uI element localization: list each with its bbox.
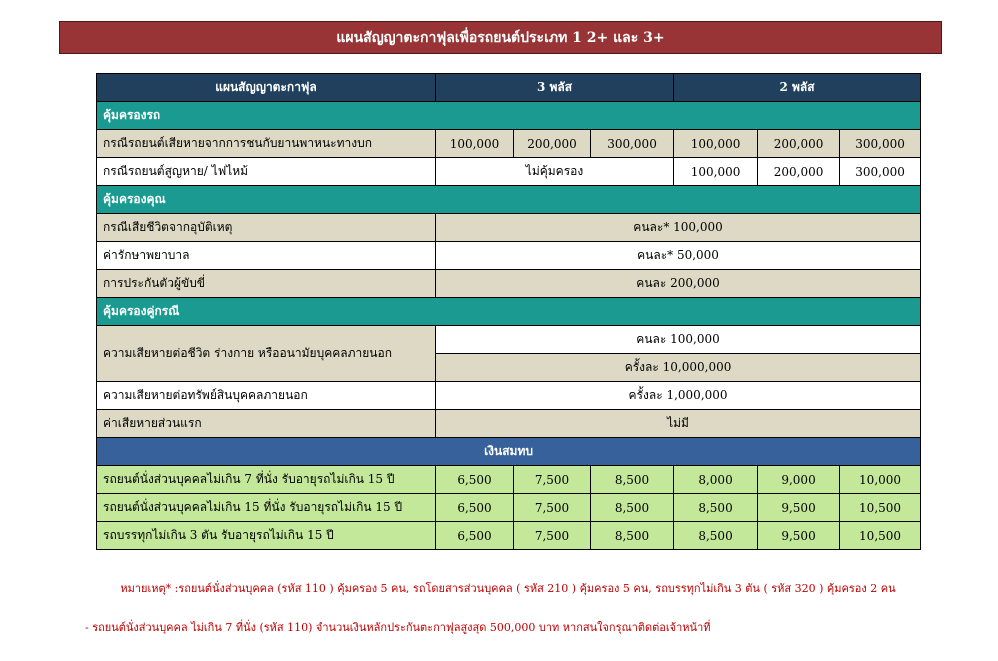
cell-value: 7,500 — [514, 522, 591, 550]
cell-value: 8,500 — [591, 522, 674, 550]
cell-value: 10,500 — [840, 522, 921, 550]
cell-value: 100,000 — [674, 130, 758, 158]
cell-value: 8,500 — [674, 494, 758, 522]
footnote-max-coverage: - รถยนต์นั่งส่วนบุคคล ไม่เกิน 7 ที่นั่ง (รหัส 110) จำนวนเงินหลักประกันตะกาฟุลสูงสุด 500,000 บาท หากสนใจกรุณาติดต่อเจ้าหน้าที่ — [85, 621, 711, 634]
section-thirdparty-coverage: คุ้มครองคู่กรณี — [97, 298, 921, 326]
cell-value: คนละ 200,000 — [436, 270, 921, 298]
section-person-coverage: คุ้มครองคุณ — [97, 186, 921, 214]
cell-value: คนละ* 50,000 — [436, 242, 921, 270]
takaful-plan-table — [96, 73, 921, 550]
row-label: กรณีรถยนต์สูญหาย/ ไฟไหม้ — [97, 158, 436, 186]
cell-value: ครั้งละ 10,000,000 — [436, 354, 921, 382]
row-label: รถยนต์นั่งส่วนบุคคลไม่เกิน 15 ที่นั่ง รับอายุรถไม่เกิน 15 ปี — [97, 494, 436, 522]
table-row — [97, 270, 921, 298]
row-label: การประกันตัวผู้ขับขี่ — [97, 270, 436, 298]
row-label: ค่ารักษาพยาบาล — [97, 242, 436, 270]
row-label: รถบรรทุกไม่เกิน 3 ตัน รับอายุรถไม่เกิน 15 ปี — [97, 522, 436, 550]
cell-value: 7,500 — [514, 466, 591, 494]
table-row — [97, 410, 921, 438]
row-label: รถยนต์นั่งส่วนบุคคลไม่เกิน 7 ที่นั่ง รับอายุรถไม่เกิน 15 ปี — [97, 466, 436, 494]
cell-value: 8,500 — [674, 522, 758, 550]
table-header-row — [97, 74, 921, 102]
cell-value: 6,500 — [436, 466, 514, 494]
row-label: ความเสียหายต่อชีวิต ร่างกาย หรืออนามัยบุคคลภายนอก — [97, 326, 436, 382]
cell-value: 6,500 — [436, 522, 514, 550]
cell-value: 6,500 — [436, 494, 514, 522]
cell-value: คนละ* 100,000 — [436, 214, 921, 242]
table-row — [97, 242, 921, 270]
cell-value: ครั้งละ 1,000,000 — [436, 382, 921, 410]
row-label: กรณีรถยนต์เสียหายจากการชนกับยานพาหนะทางบก — [97, 130, 436, 158]
footnote-coverage-persons: หมายเหตุ* :รถยนต์นั่งส่วนบุคคล (รหัส 110 ) คุ้มครอง 5 คน, รถโดยสารส่วนบุคคล ( รหัส 210 ) คุ้มครอง 5 คน, รถบรรทุกไม่เกิน 3 ตัน ( รหัส 320 ) คุ้มครอง 2 คน — [120, 582, 896, 595]
cell-value: 200,000 — [514, 130, 591, 158]
table-row — [97, 494, 921, 522]
cell-value: 100,000 — [674, 158, 758, 186]
cell-value: 9,000 — [758, 466, 840, 494]
table-row — [97, 382, 921, 410]
table-row — [97, 466, 921, 494]
header-3plus: 3 พลัส — [436, 74, 674, 102]
cell-value: 8,500 — [591, 494, 674, 522]
cell-value: 9,500 — [758, 494, 840, 522]
cell-value: 300,000 — [591, 130, 674, 158]
row-label: ความเสียหายต่อทรัพย์สินบุคคลภายนอก — [97, 382, 436, 410]
table-row — [97, 214, 921, 242]
cell-value: คนละ 100,000 — [436, 326, 921, 354]
header-plan: แผนสัญญาตะกาฟุล — [97, 74, 436, 102]
cell-value: 8,000 — [674, 466, 758, 494]
table-row — [97, 522, 921, 550]
page-banner: แผนสัญญาตะกาฟุลเพื่อรถยนต์ประเภท 1 2+ และ 3+ — [59, 21, 942, 54]
section-car-coverage: คุ้มครองรถ — [97, 102, 921, 130]
cell-value: 10,500 — [840, 494, 921, 522]
cell-value: 200,000 — [758, 130, 840, 158]
no-cover-cell: ไม่คุ้มครอง — [436, 158, 674, 186]
table-row — [97, 158, 921, 186]
cell-value: 300,000 — [840, 158, 921, 186]
cell-value: ไม่มี — [436, 410, 921, 438]
cell-value: 10,000 — [840, 466, 921, 494]
table-row — [97, 326, 921, 354]
section-contribution: เงินสมทบ — [97, 438, 921, 466]
cell-value: 8,500 — [591, 466, 674, 494]
table-row — [97, 130, 921, 158]
cell-value: 100,000 — [436, 130, 514, 158]
row-label: ค่าเสียหายส่วนแรก — [97, 410, 436, 438]
cell-value: 300,000 — [840, 130, 921, 158]
cell-value: 200,000 — [758, 158, 840, 186]
cell-value: 9,500 — [758, 522, 840, 550]
cell-value: 7,500 — [514, 494, 591, 522]
header-2plus: 2 พลัส — [674, 74, 921, 102]
row-label: กรณีเสียชีวิตจากอุบัติเหตุ — [97, 214, 436, 242]
